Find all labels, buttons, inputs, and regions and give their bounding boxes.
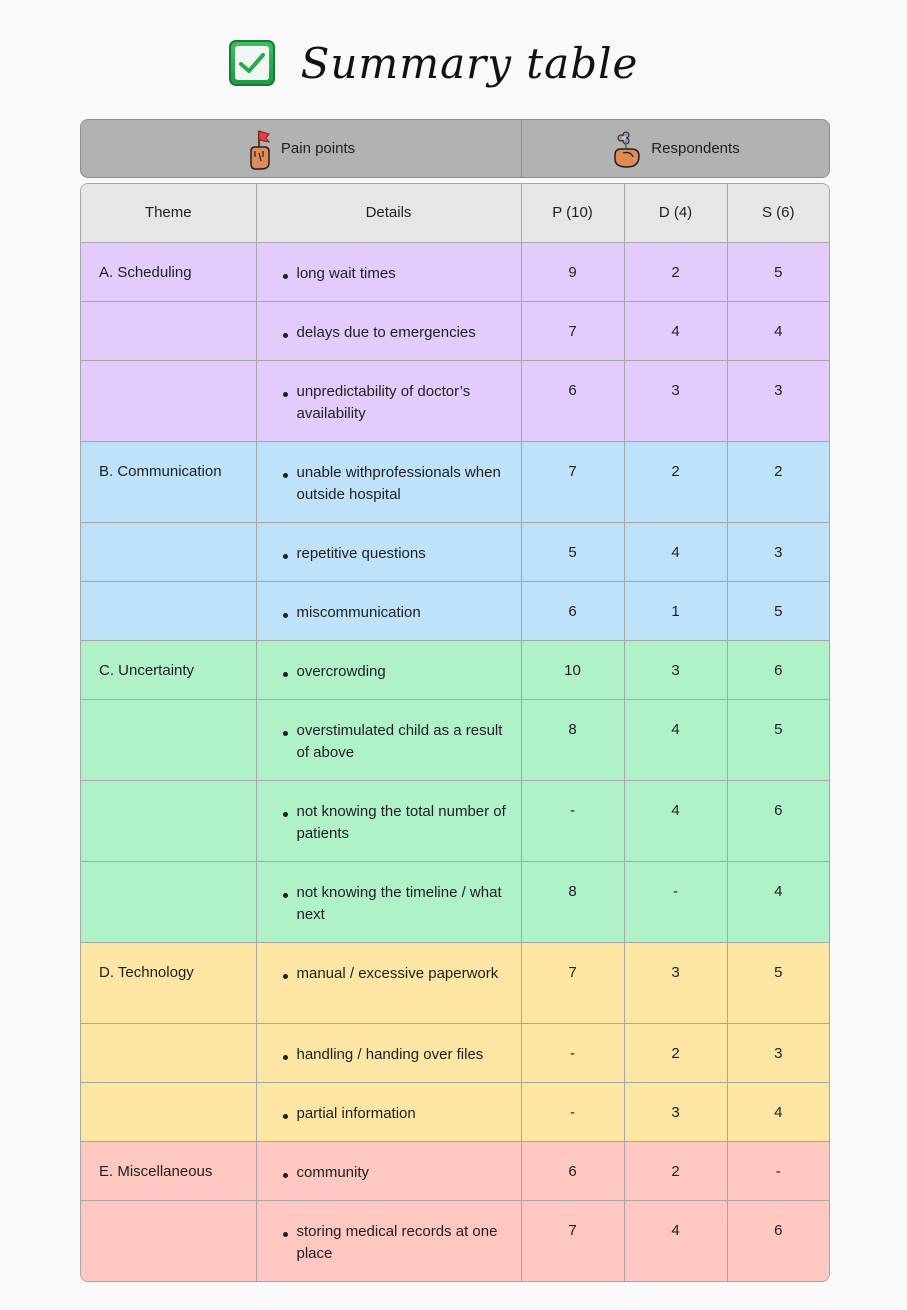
detail-cell xyxy=(256,699,521,780)
table-row xyxy=(81,1082,829,1141)
detail-text: overcrowding xyxy=(296,662,386,680)
detail-cell xyxy=(256,1200,521,1281)
detail-cell xyxy=(256,360,521,441)
s-count: - xyxy=(727,1141,829,1200)
detail-text: long wait times xyxy=(296,264,396,282)
p-count: 6 xyxy=(521,360,624,441)
table-row xyxy=(81,780,829,861)
detail-text: manual / excessive paperwork xyxy=(296,964,499,982)
bullet xyxy=(283,554,288,559)
detail-cell xyxy=(256,522,521,581)
bullet xyxy=(283,1114,288,1119)
bullet xyxy=(283,672,288,677)
p-count: 6 xyxy=(521,581,624,640)
theme-cell xyxy=(81,1023,256,1082)
theme-cell xyxy=(81,780,256,861)
summary-table xyxy=(80,183,830,1282)
p-count: 8 xyxy=(521,861,624,942)
p-count: - xyxy=(521,1082,624,1141)
theme-cell xyxy=(81,1082,256,1141)
p-count: 7 xyxy=(521,942,624,1023)
theme-cell: C. Uncertainty xyxy=(81,640,256,699)
s-count: 6 xyxy=(727,1200,829,1281)
d-count: 4 xyxy=(624,301,727,360)
table-row xyxy=(81,1141,829,1200)
bullet xyxy=(283,274,288,279)
detail-text: not knowing the total number of patients xyxy=(296,802,506,842)
s-count: 3 xyxy=(727,1023,829,1082)
detail-cell xyxy=(256,1082,521,1141)
page-title: Summary table xyxy=(300,38,639,88)
p-count: 7 xyxy=(521,301,624,360)
d-count: 3 xyxy=(624,360,727,441)
s-count: 4 xyxy=(727,1082,829,1141)
bullet xyxy=(283,392,288,397)
table-row xyxy=(81,640,829,699)
theme-cell xyxy=(81,360,256,441)
p-count: 8 xyxy=(521,699,624,780)
detail-text: unable withprofessionals when outside hospital xyxy=(296,463,501,503)
d-count: 2 xyxy=(624,1023,727,1082)
table-row xyxy=(81,441,829,522)
detail-text: storing medical records at one place xyxy=(296,1222,498,1262)
p-count: 7 xyxy=(521,1200,624,1281)
column-header-row xyxy=(81,184,829,242)
detail-cell xyxy=(256,942,521,1023)
d-count: 3 xyxy=(624,942,727,1023)
theme-cell: E. Miscellaneous xyxy=(81,1141,256,1200)
bullet xyxy=(283,613,288,618)
p-count: 6 xyxy=(521,1141,624,1200)
s-count: 4 xyxy=(727,861,829,942)
hand-with-flag-icon xyxy=(247,127,273,171)
theme-cell: B. Communication xyxy=(81,441,256,522)
detail-text: repetitive questions xyxy=(296,544,426,562)
p-count: 9 xyxy=(521,242,624,301)
bullet xyxy=(283,333,288,338)
table-row xyxy=(81,581,829,640)
column-header-p: P (10) xyxy=(521,184,624,242)
theme-cell xyxy=(81,861,256,942)
p-count: - xyxy=(521,1023,624,1082)
hand-with-flower-icon xyxy=(611,129,643,169)
bullet xyxy=(283,473,288,478)
theme-cell: A. Scheduling xyxy=(81,242,256,301)
theme-cell xyxy=(81,699,256,780)
detail-text: partial information xyxy=(296,1104,416,1122)
bullet xyxy=(283,1232,288,1237)
column-header-s: S (6) xyxy=(727,184,829,242)
s-count: 5 xyxy=(727,581,829,640)
bullet xyxy=(283,1173,288,1178)
d-count: 4 xyxy=(624,699,727,780)
title-area xyxy=(0,30,907,96)
table-row xyxy=(81,360,829,441)
d-count: 4 xyxy=(624,522,727,581)
theme-cell xyxy=(81,522,256,581)
detail-text: delays due to emergencies xyxy=(296,323,476,341)
pain-points-label: Pain points xyxy=(280,140,356,157)
detail-text: handling / handing over files xyxy=(296,1045,484,1063)
table-row xyxy=(81,301,829,360)
s-count: 4 xyxy=(727,301,829,360)
bullet xyxy=(283,893,288,898)
theme-cell: D. Technology xyxy=(81,942,256,1023)
detail-cell xyxy=(256,441,521,522)
s-count: 3 xyxy=(727,522,829,581)
theme-cell xyxy=(81,581,256,640)
detail-cell xyxy=(256,242,521,301)
bullet xyxy=(283,974,288,979)
s-count: 5 xyxy=(727,942,829,1023)
theme-cell xyxy=(81,301,256,360)
table-row xyxy=(81,242,829,301)
detail-text: unpredictability of doctor’s availability xyxy=(296,382,471,422)
p-count: 7 xyxy=(521,441,624,522)
s-count: 2 xyxy=(727,441,829,522)
detail-text: miscommunication xyxy=(296,603,421,621)
detail-cell xyxy=(256,301,521,360)
column-header-d: D (4) xyxy=(624,184,727,242)
detail-text: not knowing the timeline / what next xyxy=(296,883,502,923)
table-row xyxy=(81,522,829,581)
d-count: 2 xyxy=(624,242,727,301)
p-count: 10 xyxy=(521,640,624,699)
bullet xyxy=(283,1055,288,1060)
table-row xyxy=(81,861,829,942)
p-count: 5 xyxy=(521,522,624,581)
respondents-header xyxy=(522,120,829,177)
detail-cell xyxy=(256,581,521,640)
group-header-bar xyxy=(80,119,830,178)
table-row xyxy=(81,1200,829,1281)
table-row xyxy=(81,1023,829,1082)
detail-cell xyxy=(256,640,521,699)
d-count: 3 xyxy=(624,1082,727,1141)
detail-text: overstimulated child as a result of above xyxy=(296,721,503,761)
detail-cell xyxy=(256,780,521,861)
d-count: 2 xyxy=(624,1141,727,1200)
s-count: 3 xyxy=(727,360,829,441)
detail-cell xyxy=(256,1023,521,1082)
d-count: 4 xyxy=(624,780,727,861)
check-mark-button-icon xyxy=(229,40,275,86)
d-count: 4 xyxy=(624,1200,727,1281)
d-count: 3 xyxy=(624,640,727,699)
respondents-label: Respondents xyxy=(651,140,740,157)
detail-cell xyxy=(256,1141,521,1200)
d-count: 1 xyxy=(624,581,727,640)
d-count: - xyxy=(624,861,727,942)
theme-cell xyxy=(81,1200,256,1281)
p-count: - xyxy=(521,780,624,861)
s-count: 6 xyxy=(727,640,829,699)
table-row xyxy=(81,699,829,780)
s-count: 6 xyxy=(727,780,829,861)
d-count: 2 xyxy=(624,441,727,522)
detail-cell xyxy=(256,861,521,942)
bullet xyxy=(283,731,288,736)
pain-points-header xyxy=(81,120,522,177)
bullet xyxy=(283,812,288,817)
table-row xyxy=(81,942,829,1023)
column-header-theme: Theme xyxy=(81,184,256,242)
column-header-details: Details xyxy=(256,184,521,242)
detail-text: community xyxy=(296,1163,370,1181)
s-count: 5 xyxy=(727,242,829,301)
s-count: 5 xyxy=(727,699,829,780)
